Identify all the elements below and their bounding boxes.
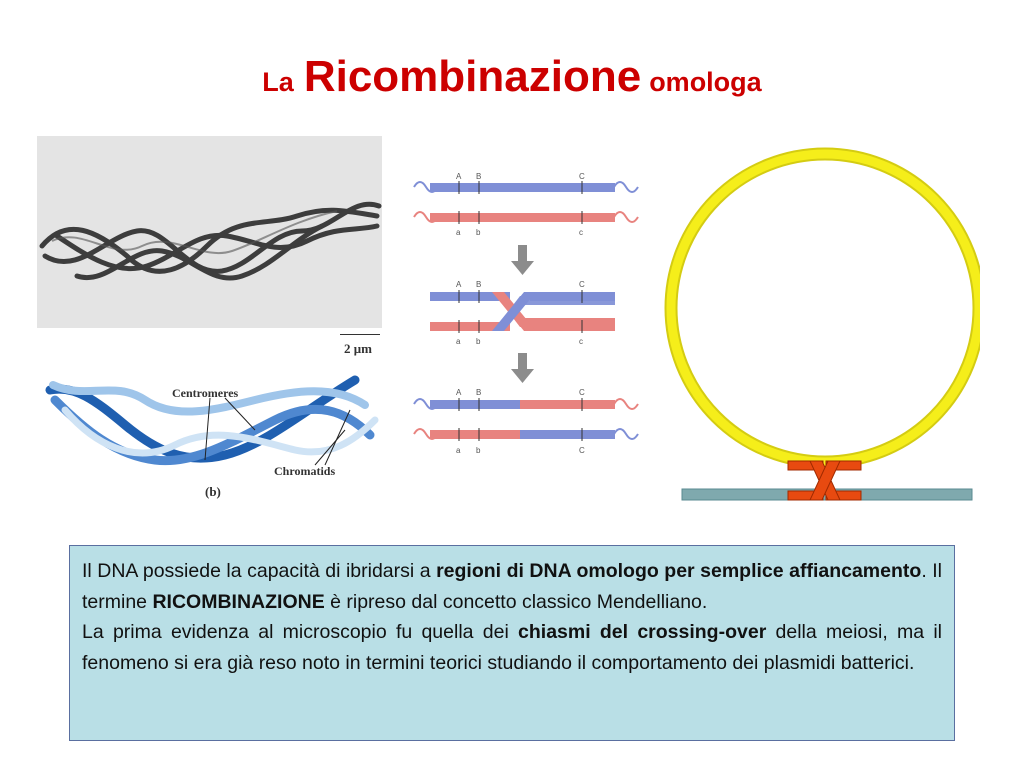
- label-C3-lower: C: [579, 446, 585, 455]
- centromeres-label: Centromeres: [172, 386, 239, 400]
- label-B2: B: [476, 280, 482, 289]
- label-b1: b: [476, 228, 481, 237]
- label-A2: A: [456, 280, 462, 289]
- label-a3: a: [456, 446, 461, 455]
- chromosome-micrograph: [37, 136, 382, 328]
- title-suffix: omologa: [649, 67, 762, 97]
- crossover-icon: [788, 461, 861, 500]
- label-b2: b: [476, 337, 481, 346]
- title-prefix: La: [262, 67, 294, 97]
- title-main: Ricombinazione: [303, 52, 642, 101]
- label-b3: b: [476, 446, 481, 455]
- stage-1: [414, 172, 638, 237]
- label-B3: B: [476, 388, 482, 397]
- p1-text-a: Il DNA possiede la capacità di ibridarsi a: [82, 560, 437, 582]
- plasmid-diagram: [660, 145, 980, 510]
- p2-bold-b: chiasmi del crossing-over: [518, 621, 767, 643]
- stage-3: [414, 388, 638, 455]
- micrograph-image: [37, 136, 382, 328]
- p1-bold-d: RICOMBINAZIONE: [152, 590, 325, 613]
- label-A3: A: [456, 388, 462, 397]
- crossover-diagram: [412, 168, 642, 458]
- plasmid-illustration: [660, 145, 980, 510]
- scale-label: 2 μm: [344, 341, 372, 356]
- paragraph-1: [82, 556, 942, 617]
- slide-title: [0, 52, 1024, 102]
- label-C3: C: [579, 388, 585, 397]
- p1-bold-b: regioni di DNA omologo per semplice affiancamento: [436, 560, 922, 582]
- p2-text-c: della meiosi, ma il fenomeno si era già reso noto in termini teorici studiando il comportamento dei plasmidi batterici.: [82, 621, 942, 674]
- chromatids-label: Chromatids: [274, 464, 336, 478]
- label-B1: B: [476, 172, 482, 181]
- arrow-down-icon: [511, 245, 534, 275]
- label-c2: c: [579, 337, 583, 346]
- paragraph-2: [82, 617, 942, 678]
- label-a2: a: [456, 337, 461, 346]
- crossover-illustration: [412, 168, 642, 458]
- p1-text-e: è ripreso dal concetto classico Mendelliano.: [324, 590, 708, 613]
- p1-text-c: . Il termine: [82, 560, 942, 613]
- label-C2: C: [579, 280, 585, 289]
- label-A1: A: [456, 172, 462, 181]
- label-a1: a: [456, 228, 461, 237]
- stage-2: [430, 280, 615, 346]
- scale-bar: [340, 334, 380, 335]
- arrow-down-icon: [511, 353, 534, 383]
- explanation-textbox: [69, 545, 955, 741]
- panel-b-label: (b): [205, 484, 221, 499]
- p2-text-a: La prima evidenza al microscopio fu quella dei: [82, 621, 519, 643]
- label-C1: C: [579, 172, 585, 181]
- label-c1: c: [579, 228, 583, 237]
